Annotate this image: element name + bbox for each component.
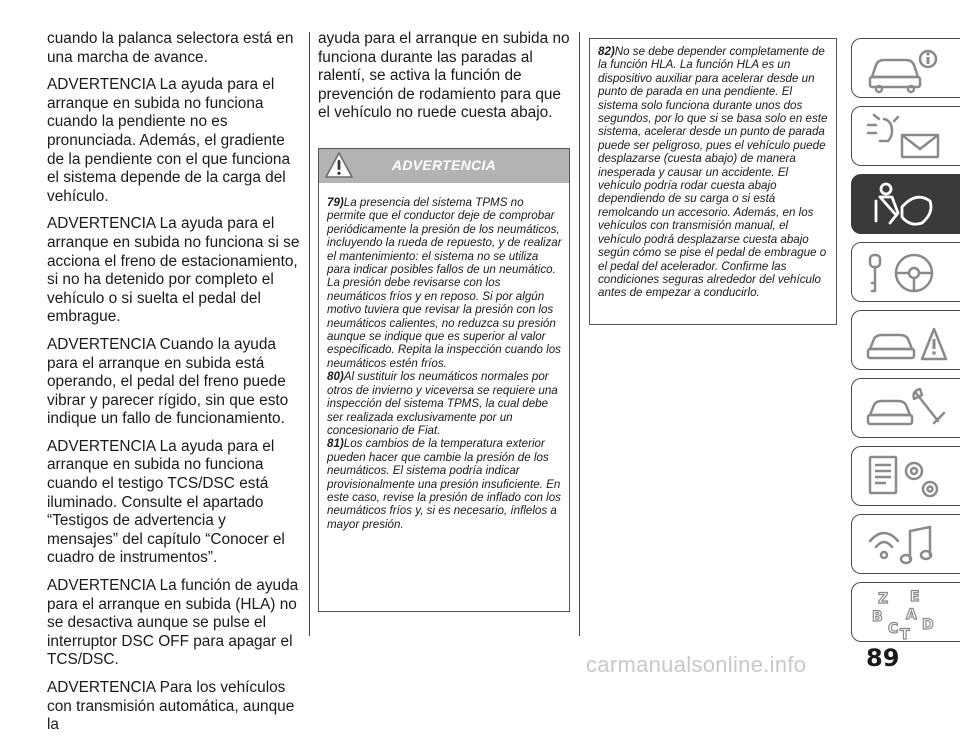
index-letter: B	[872, 609, 883, 625]
tab-safety[interactable]	[851, 174, 960, 234]
technical-data-icon	[862, 449, 952, 505]
paragraph: cuando la palanca selectora está en una marcha de avance.	[47, 30, 294, 66]
tab-car-info[interactable]	[851, 38, 960, 98]
column-divider	[309, 32, 310, 636]
tab-emergency[interactable]	[851, 310, 960, 370]
paragraph: ADVERTENCIA La función de ayuda para el arranque en subida (HLA) no se desactiva aunque se pulse el interruptor DSC OFF para apagar el TCS/DSC.	[47, 577, 299, 669]
warning-lights-icon	[862, 109, 952, 165]
column-divider	[579, 32, 580, 636]
paragraph: ADVERTENCIA La ayuda para el arranque en subida no funciona cuando la pendiente no es pronunciada. Además, el gradiente de la pendiente con el que funciona el sistema depende de la carga del vehículo.	[47, 76, 291, 205]
index-letter: Z	[878, 591, 889, 607]
note-number: 81)	[327, 437, 344, 451]
safety-seatbelt-icon	[862, 177, 952, 233]
maintenance-icon	[862, 381, 952, 437]
paragraph: ADVERTENCIA La ayuda para el arranque en subida no funciona si se acciona el freno de estacionamiento, si no ha detenido por completo el vehículo o si suelta el pedal del embrague.	[47, 215, 300, 326]
paragraph: ADVERTENCIA Para los vehículos con transmisión automática, aunque la	[47, 679, 295, 734]
tab-index[interactable]	[851, 582, 960, 642]
index-letter: C	[888, 621, 899, 637]
note-number: 80)	[327, 370, 344, 384]
index-letter: T	[900, 627, 910, 643]
index-letter: D	[922, 617, 934, 633]
note-text: La presencia del sistema TPMS no permite que el conductor deje de comprobar periódicamente la presión de los neumáticos, incluyendo la rueda de repuesto, y de realizar el mantenimiento: el sistema no se utiliza para indicar posibles fallos de un neumático. La presión debe revisarse con los neumáticos fríos y en reposo. Si por algún motivo tuviera que revisar la presión con los neumáticos calientes, no reduzca su presión aunque se indique que es superior al valor especificado. Repita la inspección cuando los neumáticos estén fríos.	[327, 196, 562, 370]
note-text: Los cambios de la temperatura exterior pueden hacer que cambie la presión de los neumáticos. El sistema podría indicar provisionalmente una presión insuficiente. En este caso, revise la presión de inflado con los neumáticos fríos y, si es necesario, ínflelos a mayor presión.	[327, 437, 561, 531]
index-icon	[862, 585, 952, 641]
paragraph: ayuda para el arranque en subida no funciona durante las paradas al ralentí, se activa la función de prevención de rodamiento para que el vehículo no ruede cuesta abajo.	[318, 30, 570, 122]
warning-header	[319, 149, 569, 183]
car-info-icon	[862, 41, 952, 97]
page-number: 89	[866, 644, 900, 672]
tab-warning-lights[interactable]	[851, 106, 960, 166]
warning-box	[318, 148, 570, 612]
note-number: 82)	[598, 45, 615, 58]
key-steering-icon	[862, 245, 952, 301]
note	[598, 45, 830, 300]
note	[327, 437, 562, 531]
index-letter: E	[910, 589, 920, 605]
warning-title: ADVERTENCIA	[391, 157, 497, 173]
paragraph: ADVERTENCIA La ayuda para el arranque en subida no funciona cuando el testigo TCS/DSC está iluminado. Consulte el apartado “Testigos de advertencia y mensajes” del capítulo “Conocer el cuadro de instrumentos”.	[47, 437, 285, 567]
watermark: carmanualsonline.info	[586, 652, 807, 677]
note-text: No se debe depender completamente de la función HLA. La función HLA es un dispositivo auxiliar para acelerar desde un punto de parada en una pendiente. El sistema solo funciona durante unos dos segundos, por lo que si se basa solo en este sistema, acelerar desde un punto de parada puede ser peligroso, pues el vehículo puede desplazarse (cuesta abajo) de manera inesperada y causar un accidente. El vehículo podría rodar cuesta abajo dependiendo de su carga o si está remolcando un accesorio. Además, en los vehículos con transmisión manual, el vehículo podrá desplazarse cuesta abajo según cómo se pise el pedal de embrague o el pedal del acelerador. Confirme las condiciones seguras alrededor del vehículo antes de empezar a conducirlo.	[598, 45, 828, 300]
tab-multimedia[interactable]	[851, 514, 960, 574]
note	[327, 196, 562, 370]
middle-column	[318, 30, 570, 531]
index-letter: A	[906, 607, 917, 623]
tab-technical-data[interactable]	[851, 446, 960, 506]
tab-maintenance[interactable]	[851, 378, 960, 438]
paragraph: ADVERTENCIA Cuando la ayuda para el arranque en subida está operando, el pedal del freno puede vibrar y parecer rígido, sin que esto indique un fallo de funcionamiento.	[47, 335, 289, 428]
left-column	[47, 30, 301, 744]
warning-body	[319, 183, 569, 531]
right-warning-box	[589, 38, 837, 325]
tab-starting-driving[interactable]	[851, 242, 960, 302]
multimedia-icon	[862, 517, 952, 573]
emergency-icon	[862, 313, 952, 369]
note	[327, 370, 562, 437]
note-text: Al sustituir los neumáticos normales por otros de invierno y viceversa se requiere una inspección del sistema TPMS, la cual debe ser realizada exclusivamente por un concesionario de Fiat.	[327, 370, 558, 437]
note-number: 79)	[327, 196, 344, 209]
